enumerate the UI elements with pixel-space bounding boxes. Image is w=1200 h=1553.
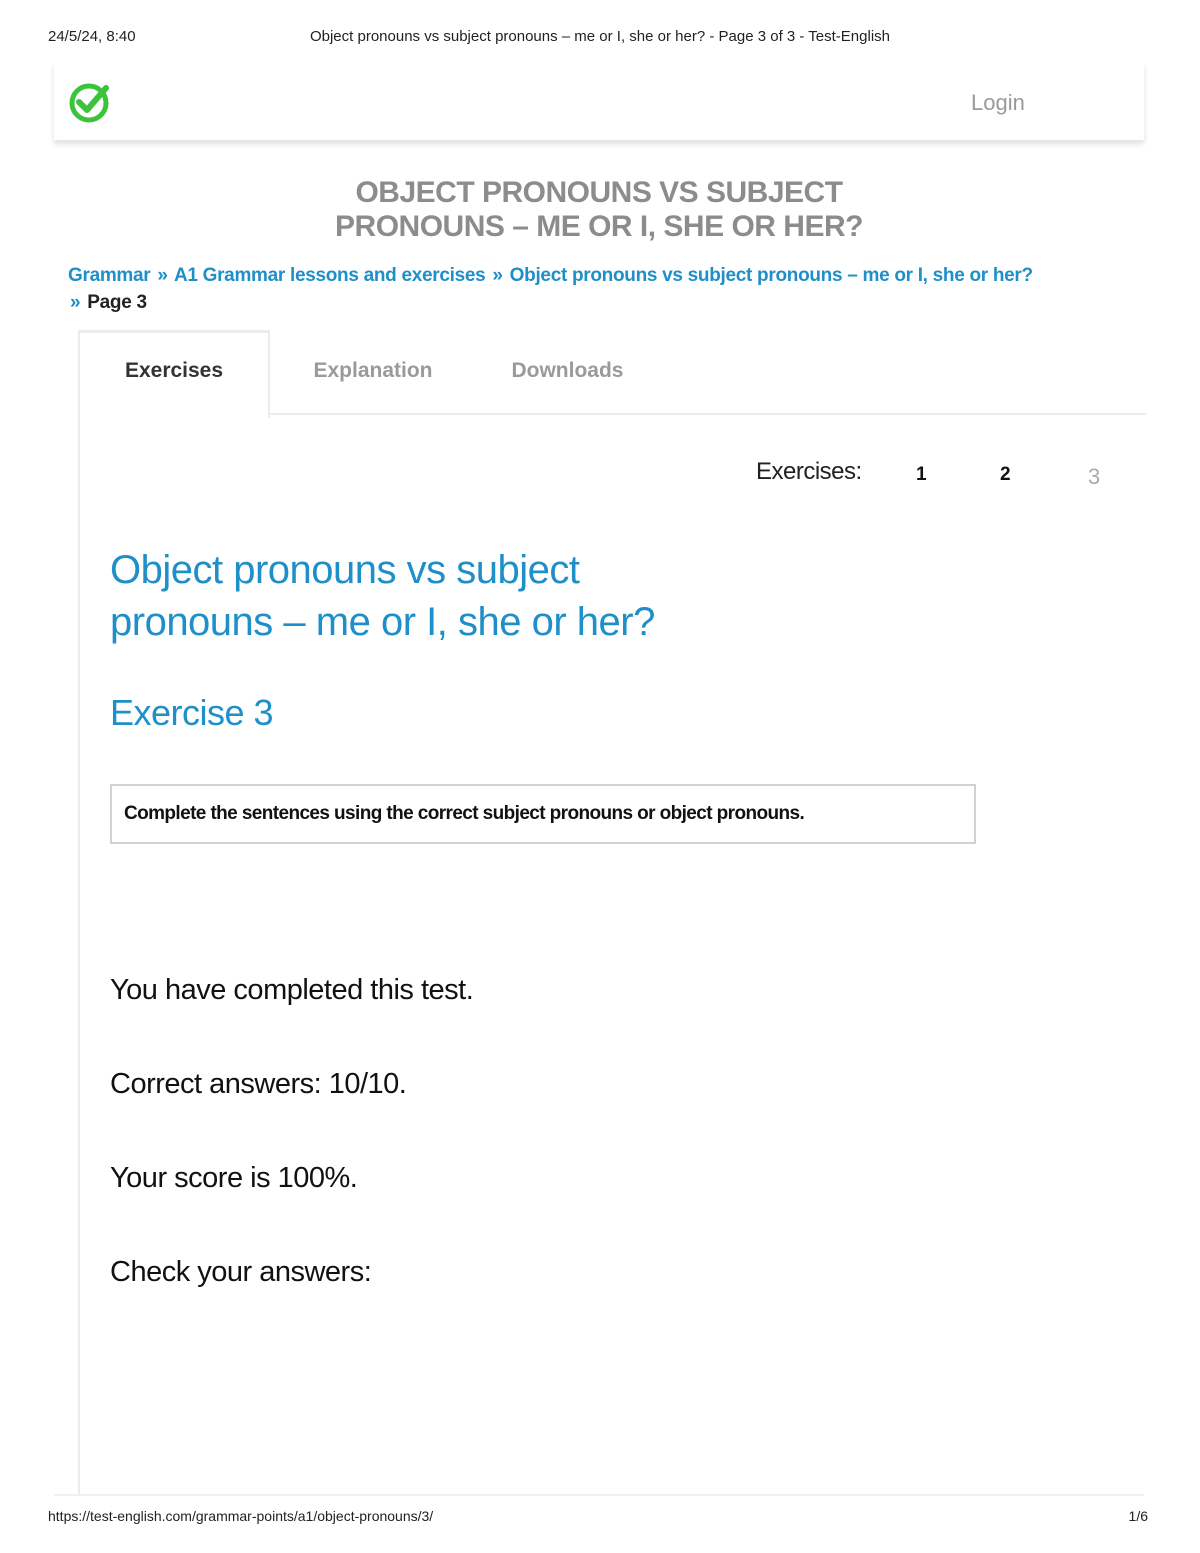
page-heading-line1: OBJECT PRONOUNS VS SUBJECT [355, 176, 843, 209]
breadcrumb-separator: » [70, 292, 81, 313]
lesson-title-line1: Object pronouns vs subject [110, 548, 580, 592]
page-heading-line2: PRONOUNS – ME OR I, SHE OR HER? [335, 210, 863, 243]
print-header [0, 28, 1200, 48]
breadcrumb-separator: » [157, 265, 168, 286]
exercise-nav-label: Exercises: [756, 458, 862, 485]
exercise-current-3: 3 [1088, 464, 1101, 489]
tab-exercises[interactable]: Exercises [80, 330, 270, 418]
exercise-link-2[interactable]: 2 [1000, 464, 1011, 485]
footer-divider [54, 1494, 1144, 1496]
completed-message: You have completed this test. [110, 974, 474, 1006]
login-link[interactable]: Login [971, 90, 1025, 115]
tab-downloads[interactable]: Downloads [511, 359, 624, 382]
print-url: https://test-english.com/grammar-points/a1/object-pronouns/3/ [48, 1508, 434, 1524]
content-panel [78, 330, 1146, 1495]
exercise-title: Exercise 3 [110, 692, 274, 733]
lesson-title [110, 544, 810, 648]
exercise-nav [756, 456, 1136, 496]
page-heading [54, 176, 1144, 244]
site-header [54, 62, 1144, 140]
correct-answers: Correct answers: 10/10. [110, 1068, 407, 1100]
lesson-title-line2: pronouns – me or I, she or her? [110, 600, 655, 644]
breadcrumb-grammar[interactable]: Grammar [68, 265, 151, 286]
exercise-link-1[interactable]: 1 [916, 464, 927, 485]
breadcrumb-a1-lessons[interactable]: A1 Grammar lessons and exercises [173, 265, 486, 286]
breadcrumb-current: Page 3 [87, 292, 147, 313]
instructions-box: Complete the sentences using the correct subject pronouns or object pronouns. [110, 784, 976, 844]
tab-explanation[interactable]: Explanation [313, 359, 433, 382]
print-date: 24/5/24, 8:40 [48, 28, 136, 45]
breadcrumb [68, 262, 1148, 316]
checkmark-circle-icon[interactable] [68, 80, 112, 124]
check-answers-heading: Check your answers: [110, 1256, 372, 1288]
tab-bar [80, 330, 1146, 415]
breadcrumb-lesson[interactable]: Object pronouns vs subject pronouns – me or I, she or her? [509, 265, 1033, 286]
score-text: Your score is 100%. [110, 1162, 358, 1194]
print-page-number: 1/6 [1128, 1508, 1148, 1524]
print-doc-title: Object pronouns vs subject pronouns – me or I, she or her? - Page 3 of 3 - Test-English [309, 28, 891, 45]
breadcrumb-separator: » [492, 265, 503, 286]
